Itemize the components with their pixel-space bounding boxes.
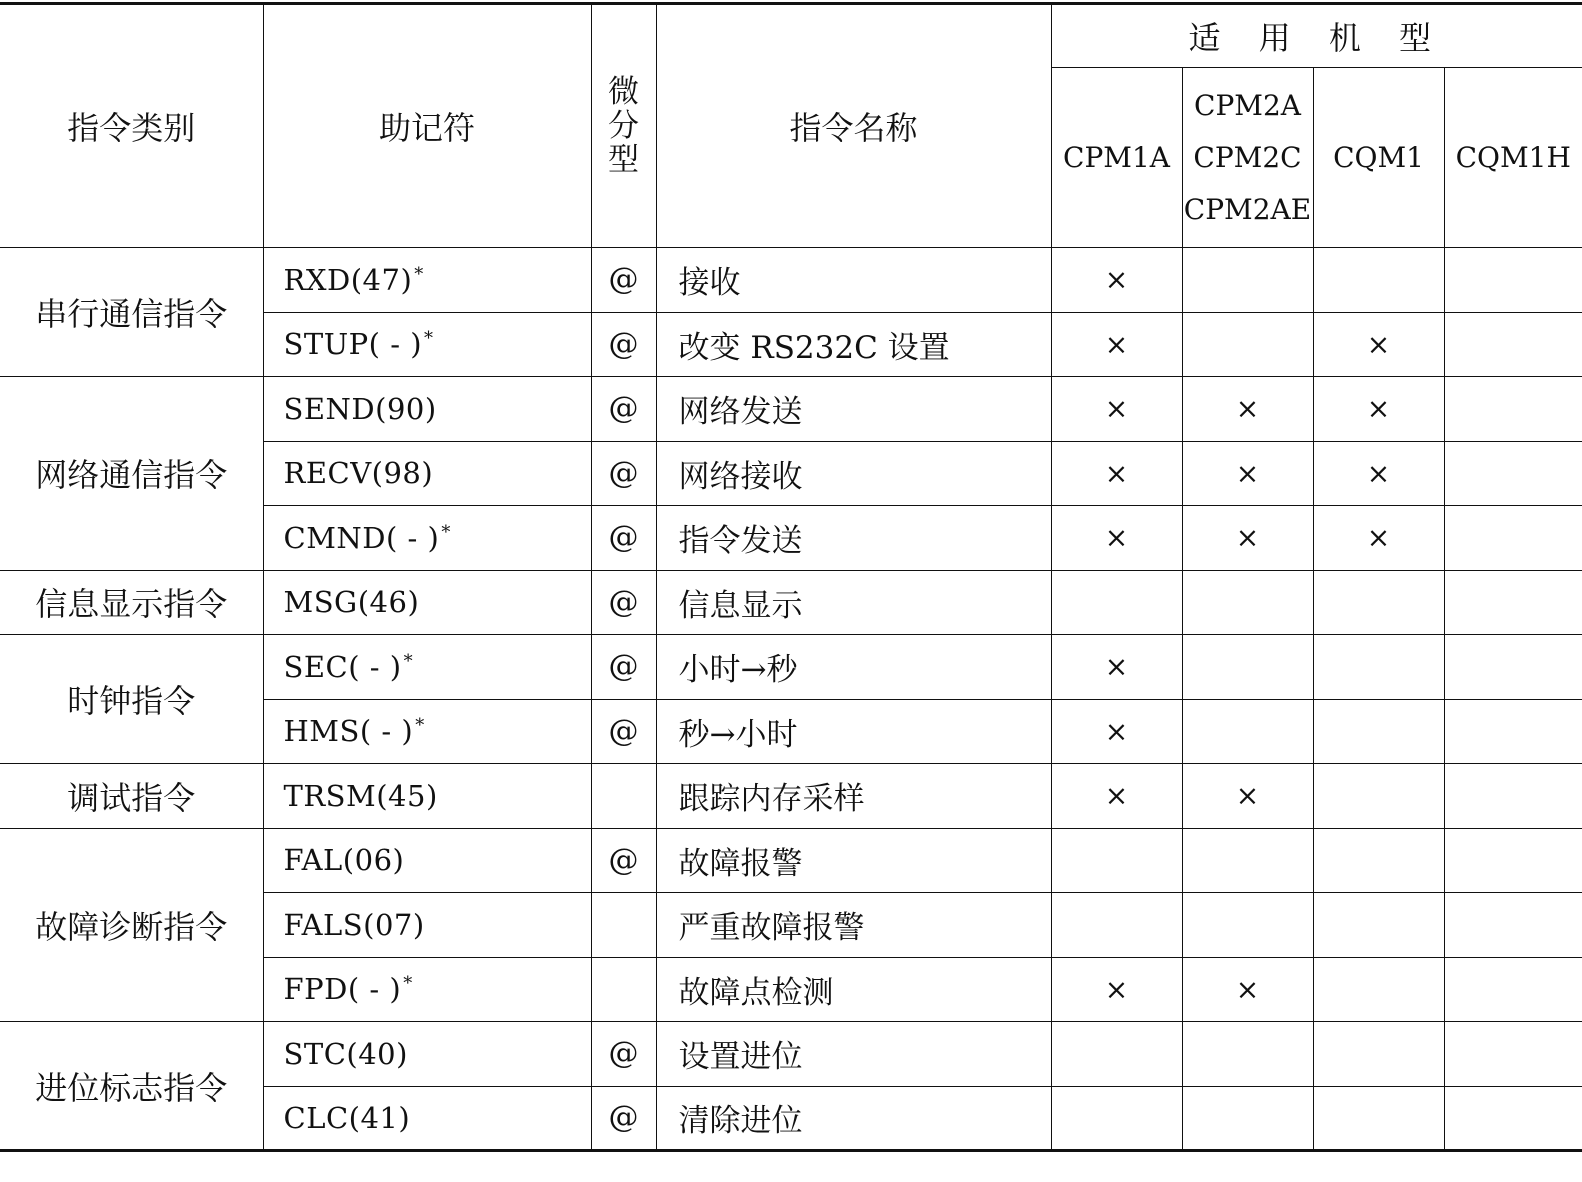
mnemonic-text: TRSM(45) xyxy=(283,778,438,813)
model-mark-cell xyxy=(1444,506,1582,571)
instruction-name-cell: 设置进位 xyxy=(656,1022,1051,1087)
header-micro xyxy=(591,4,656,248)
mnemonic-star: * xyxy=(403,650,414,672)
header-models-group: 适 用 机 型 xyxy=(1051,4,1582,68)
model-mark-cell: × xyxy=(1051,248,1182,313)
header-model-cqm1h: CQM1H xyxy=(1444,68,1582,248)
model-mark-cell xyxy=(1313,570,1444,635)
header-micro-label: 微分型 xyxy=(608,73,639,178)
model-mark-cell: × xyxy=(1182,377,1313,442)
model-mark-cell xyxy=(1444,441,1582,506)
model-mark-cell xyxy=(1444,248,1582,313)
header-model-cpm1a: CPM1A xyxy=(1051,68,1182,248)
mnemonic-cell xyxy=(263,1086,591,1151)
instruction-name-cell: 故障点检测 xyxy=(656,957,1051,1022)
model-mark-cell xyxy=(1313,893,1444,958)
model-mark-cell xyxy=(1182,312,1313,377)
model-mark-cell xyxy=(1313,1022,1444,1087)
model-mark-cell xyxy=(1313,248,1444,313)
model-mark-cell xyxy=(1444,699,1582,764)
table-body xyxy=(0,248,1582,1151)
header-model-cpm2a: CPM2A xyxy=(1194,88,1301,122)
mnemonic-cell xyxy=(263,1022,591,1087)
model-mark-cell: × xyxy=(1051,635,1182,700)
mnemonic-cell xyxy=(263,506,591,571)
instruction-name-cell: 网络发送 xyxy=(656,377,1051,442)
mnemonic-cell xyxy=(263,828,591,893)
micro-cell: @ xyxy=(591,441,656,506)
model-mark-cell xyxy=(1051,570,1182,635)
mnemonic-cell xyxy=(263,957,591,1022)
model-mark-cell xyxy=(1313,764,1444,829)
model-mark-cell: × xyxy=(1313,377,1444,442)
mnemonic-text: STUP( - ) xyxy=(283,327,423,362)
model-mark-cell xyxy=(1444,1022,1582,1087)
model-mark-cell: × xyxy=(1051,506,1182,571)
category-cell: 信息显示指令 xyxy=(0,570,263,635)
mnemonic-text: MSG(46) xyxy=(283,585,420,620)
mnemonic-star: * xyxy=(403,973,413,995)
mnemonic-star: * xyxy=(415,715,425,737)
micro-cell: @ xyxy=(591,828,656,893)
model-mark-cell xyxy=(1182,570,1313,635)
mnemonic-cell xyxy=(263,441,591,506)
model-mark-cell xyxy=(1444,570,1582,635)
mnemonic-text: RXD(47) xyxy=(283,262,413,297)
mnemonic-cell xyxy=(263,377,591,442)
mnemonic-text: CLC(41) xyxy=(283,1100,411,1135)
instruction-name-cell: 故障报警 xyxy=(656,828,1051,893)
category-cell: 调试指令 xyxy=(0,764,263,829)
micro-cell: @ xyxy=(591,1086,656,1151)
category-cell: 时钟指令 xyxy=(0,635,263,764)
model-mark-cell xyxy=(1313,635,1444,700)
header-mnemonic: 助记符 xyxy=(263,4,591,248)
instruction-table xyxy=(0,2,1582,1152)
instruction-name-cell: 跟踪内存采样 xyxy=(656,764,1051,829)
model-mark-cell: × xyxy=(1051,957,1182,1022)
mnemonic-text: FALS(07) xyxy=(283,907,425,942)
model-mark-cell xyxy=(1051,893,1182,958)
header-model-cpm2ae: CPM2AE xyxy=(1183,192,1312,226)
instruction-name-cell: 改变 RS232C 设置 xyxy=(656,312,1051,377)
table-row xyxy=(0,248,1582,313)
micro-cell: @ xyxy=(591,570,656,635)
instruction-name-cell: 指令发送 xyxy=(656,506,1051,571)
micro-cell: @ xyxy=(591,1022,656,1087)
micro-cell xyxy=(591,893,656,958)
model-mark-cell: × xyxy=(1313,441,1444,506)
model-mark-cell xyxy=(1444,764,1582,829)
instruction-name-cell: 网络接收 xyxy=(656,441,1051,506)
mnemonic-text: RECV(98) xyxy=(283,456,434,491)
model-mark-cell xyxy=(1182,699,1313,764)
model-mark-cell xyxy=(1444,957,1582,1022)
model-mark-cell: × xyxy=(1182,764,1313,829)
mnemonic-text: SEND(90) xyxy=(283,391,437,426)
micro-cell xyxy=(591,957,656,1022)
micro-cell xyxy=(591,764,656,829)
model-mark-cell: × xyxy=(1182,957,1313,1022)
mnemonic-cell xyxy=(263,764,591,829)
mnemonic-star: * xyxy=(424,328,434,350)
model-mark-cell xyxy=(1182,1022,1313,1087)
table-row xyxy=(0,828,1582,893)
micro-cell: @ xyxy=(591,248,656,313)
mnemonic-cell xyxy=(263,635,591,700)
model-mark-cell: × xyxy=(1051,312,1182,377)
instruction-name-cell: 接收 xyxy=(656,248,1051,313)
model-mark-cell xyxy=(1051,828,1182,893)
header-model-cpm2c: CPM2C xyxy=(1193,140,1302,174)
instruction-name-cell: 秒→小时 xyxy=(656,699,1051,764)
model-mark-cell xyxy=(1444,828,1582,893)
mnemonic-text: SEC( - ) xyxy=(283,649,402,684)
mnemonic-cell xyxy=(263,570,591,635)
model-mark-cell: × xyxy=(1313,312,1444,377)
model-mark-cell xyxy=(1444,635,1582,700)
model-mark-cell xyxy=(1313,1086,1444,1151)
model-mark-cell xyxy=(1444,1086,1582,1151)
model-mark-cell: × xyxy=(1182,441,1313,506)
header-name: 指令名称 xyxy=(656,4,1051,248)
model-mark-cell xyxy=(1444,377,1582,442)
mnemonic-text: FPD( - ) xyxy=(283,972,402,1007)
mnemonic-text: HMS( - ) xyxy=(283,714,414,749)
micro-cell: @ xyxy=(591,377,656,442)
model-mark-cell xyxy=(1313,699,1444,764)
model-mark-cell: × xyxy=(1051,699,1182,764)
mnemonic-cell xyxy=(263,699,591,764)
category-cell: 进位标志指令 xyxy=(0,1022,263,1151)
table-row xyxy=(0,764,1582,829)
table-row xyxy=(0,377,1582,442)
model-mark-cell xyxy=(1182,248,1313,313)
model-mark-cell xyxy=(1051,1086,1182,1151)
table-row xyxy=(0,635,1582,700)
category-cell: 串行通信指令 xyxy=(0,248,263,377)
model-mark-cell xyxy=(1182,828,1313,893)
model-mark-cell: × xyxy=(1051,377,1182,442)
category-cell: 故障诊断指令 xyxy=(0,828,263,1022)
instruction-name-cell: 小时→秒 xyxy=(656,635,1051,700)
mnemonic-star: * xyxy=(441,521,451,543)
micro-cell: @ xyxy=(591,699,656,764)
model-mark-cell: × xyxy=(1051,441,1182,506)
micro-cell: @ xyxy=(591,506,656,571)
model-mark-cell: × xyxy=(1182,506,1313,571)
model-mark-cell: × xyxy=(1313,506,1444,571)
micro-cell: @ xyxy=(591,635,656,700)
model-mark-cell xyxy=(1182,893,1313,958)
mnemonic-cell xyxy=(263,248,591,313)
header-model-cqm1: CQM1 xyxy=(1313,68,1444,248)
mnemonic-text: STC(40) xyxy=(283,1036,408,1071)
model-mark-cell xyxy=(1051,1022,1182,1087)
model-mark-cell xyxy=(1182,635,1313,700)
model-mark-cell xyxy=(1444,893,1582,958)
instruction-name-cell: 清除进位 xyxy=(656,1086,1051,1151)
mnemonic-cell xyxy=(263,312,591,377)
category-cell: 网络通信指令 xyxy=(0,377,263,571)
mnemonic-cell xyxy=(263,893,591,958)
header-model-cpm2 xyxy=(1182,68,1313,248)
instruction-name-cell: 严重故障报警 xyxy=(656,893,1051,958)
micro-cell: @ xyxy=(591,312,656,377)
model-mark-cell xyxy=(1182,1086,1313,1151)
table-row xyxy=(0,1022,1582,1087)
model-mark-cell xyxy=(1313,828,1444,893)
instruction-name-cell: 信息显示 xyxy=(656,570,1051,635)
header-category: 指令类别 xyxy=(0,4,263,248)
mnemonic-text: CMND( - ) xyxy=(283,520,440,555)
table-row xyxy=(0,570,1582,635)
model-mark-cell: × xyxy=(1051,764,1182,829)
mnemonic-text: FAL(06) xyxy=(283,843,405,878)
model-mark-cell xyxy=(1313,957,1444,1022)
model-mark-cell xyxy=(1444,312,1582,377)
mnemonic-star: * xyxy=(414,263,424,285)
